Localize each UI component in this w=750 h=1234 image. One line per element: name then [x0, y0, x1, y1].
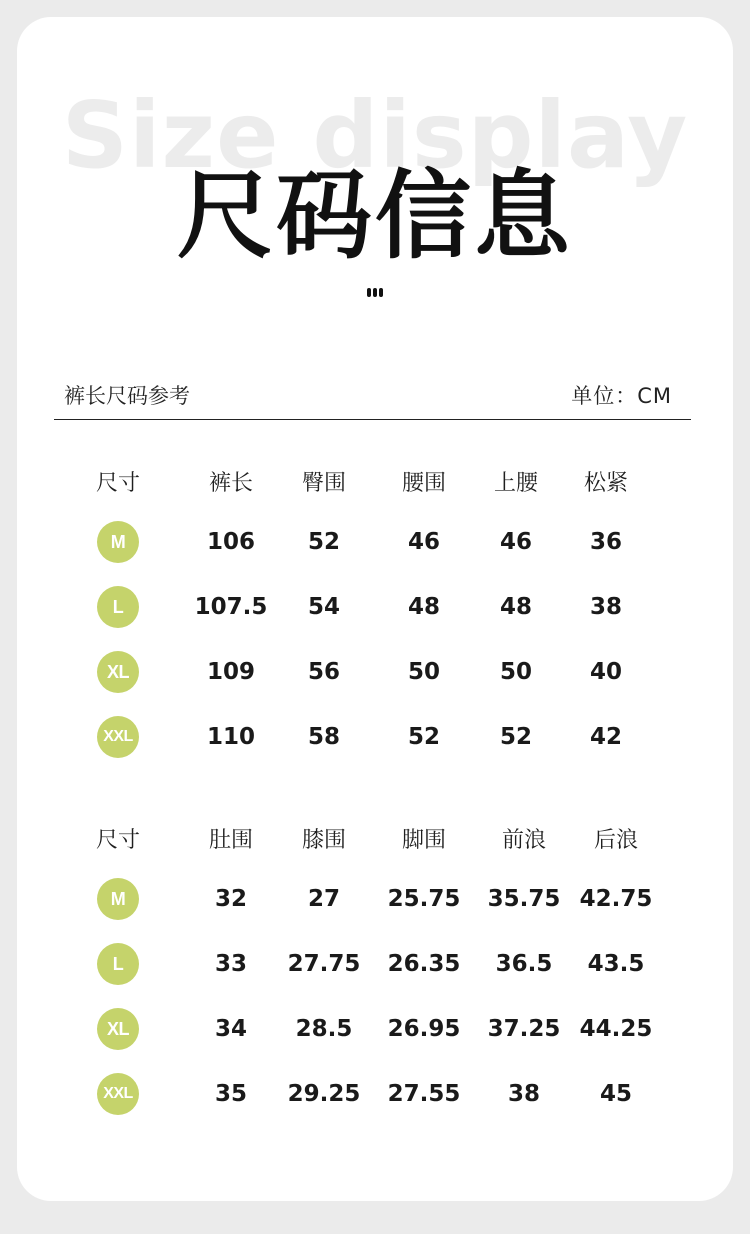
table-cell: 34	[214, 1016, 248, 1042]
table-cell: 110	[206, 724, 256, 750]
table-cell: 38	[507, 1081, 541, 1107]
table-cell: 40	[589, 659, 623, 685]
page-title: 尺码信息	[177, 160, 573, 272]
table-cell: 42	[589, 724, 623, 750]
table-cell: 27.75	[287, 951, 361, 977]
column-header: 臀围	[301, 471, 347, 496]
table-cell: 109	[206, 659, 256, 685]
table-cell: 35	[214, 1081, 248, 1107]
section-title: 裤长尺码参考	[64, 384, 190, 408]
column-header: 后浪	[593, 828, 639, 853]
table-cell: 58	[307, 724, 341, 750]
table-row	[0, 585, 750, 629]
table-cell: 35.75	[487, 886, 561, 912]
table-row	[0, 1007, 750, 1051]
table-cell: 52	[499, 724, 533, 750]
column-header: 裤长	[208, 471, 254, 496]
column-header: 膝围	[301, 828, 347, 853]
table-cell: 27.55	[387, 1081, 461, 1107]
table-cell: 42.75	[579, 886, 653, 912]
size-badge: M	[97, 521, 139, 563]
column-header: 脚围	[401, 828, 447, 853]
table-cell: 44.25	[579, 1016, 653, 1042]
column-header: 上腰	[493, 471, 539, 496]
table-cell: 54	[307, 594, 341, 620]
table-row	[0, 942, 750, 986]
header-divider	[54, 419, 691, 420]
table-cell: 46	[499, 529, 533, 555]
table-cell: 36.5	[495, 951, 553, 977]
title-dots-decoration	[367, 288, 383, 297]
size-badge: XL	[97, 651, 139, 693]
table-cell: 52	[307, 529, 341, 555]
column-header: 肚围	[208, 828, 254, 853]
size-badge: XXL	[97, 716, 139, 758]
size-badge: L	[97, 943, 139, 985]
column-header: 前浪	[501, 828, 547, 853]
size-badge: L	[97, 586, 139, 628]
column-header: 尺寸	[95, 471, 141, 496]
table-cell: 48	[407, 594, 441, 620]
table-cell: 28.5	[295, 1016, 353, 1042]
unit-label: 单位：CM	[571, 384, 672, 408]
table-row	[0, 520, 750, 564]
table-cell: 46	[407, 529, 441, 555]
table-row	[0, 715, 750, 759]
table-header-row	[0, 819, 750, 863]
table-cell: 50	[499, 659, 533, 685]
table-cell: 107.5	[194, 594, 268, 620]
table-cell: 36	[589, 529, 623, 555]
table-cell: 33	[214, 951, 248, 977]
table-cell: 106	[206, 529, 256, 555]
table-cell: 50	[407, 659, 441, 685]
table-cell: 56	[307, 659, 341, 685]
table-cell: 38	[589, 594, 623, 620]
size-badge: M	[97, 878, 139, 920]
column-header: 松紧	[583, 471, 629, 496]
table-cell: 26.95	[387, 1016, 461, 1042]
table-row	[0, 877, 750, 921]
table-cell: 29.25	[287, 1081, 361, 1107]
watermark-text: Size display	[61, 82, 689, 189]
table-cell: 43.5	[587, 951, 645, 977]
table-cell: 52	[407, 724, 441, 750]
table-cell: 48	[499, 594, 533, 620]
table-row	[0, 1072, 750, 1116]
table-cell: 32	[214, 886, 248, 912]
table-header-row	[0, 462, 750, 506]
table-row	[0, 650, 750, 694]
table-cell: 45	[599, 1081, 633, 1107]
table-cell: 37.25	[487, 1016, 561, 1042]
size-badge: XXL	[97, 1073, 139, 1115]
table-cell: 27	[307, 886, 341, 912]
column-header: 尺寸	[95, 828, 141, 853]
size-badge: XL	[97, 1008, 139, 1050]
table-cell: 26.35	[387, 951, 461, 977]
table-cell: 25.75	[387, 886, 461, 912]
column-header: 腰围	[401, 471, 447, 496]
